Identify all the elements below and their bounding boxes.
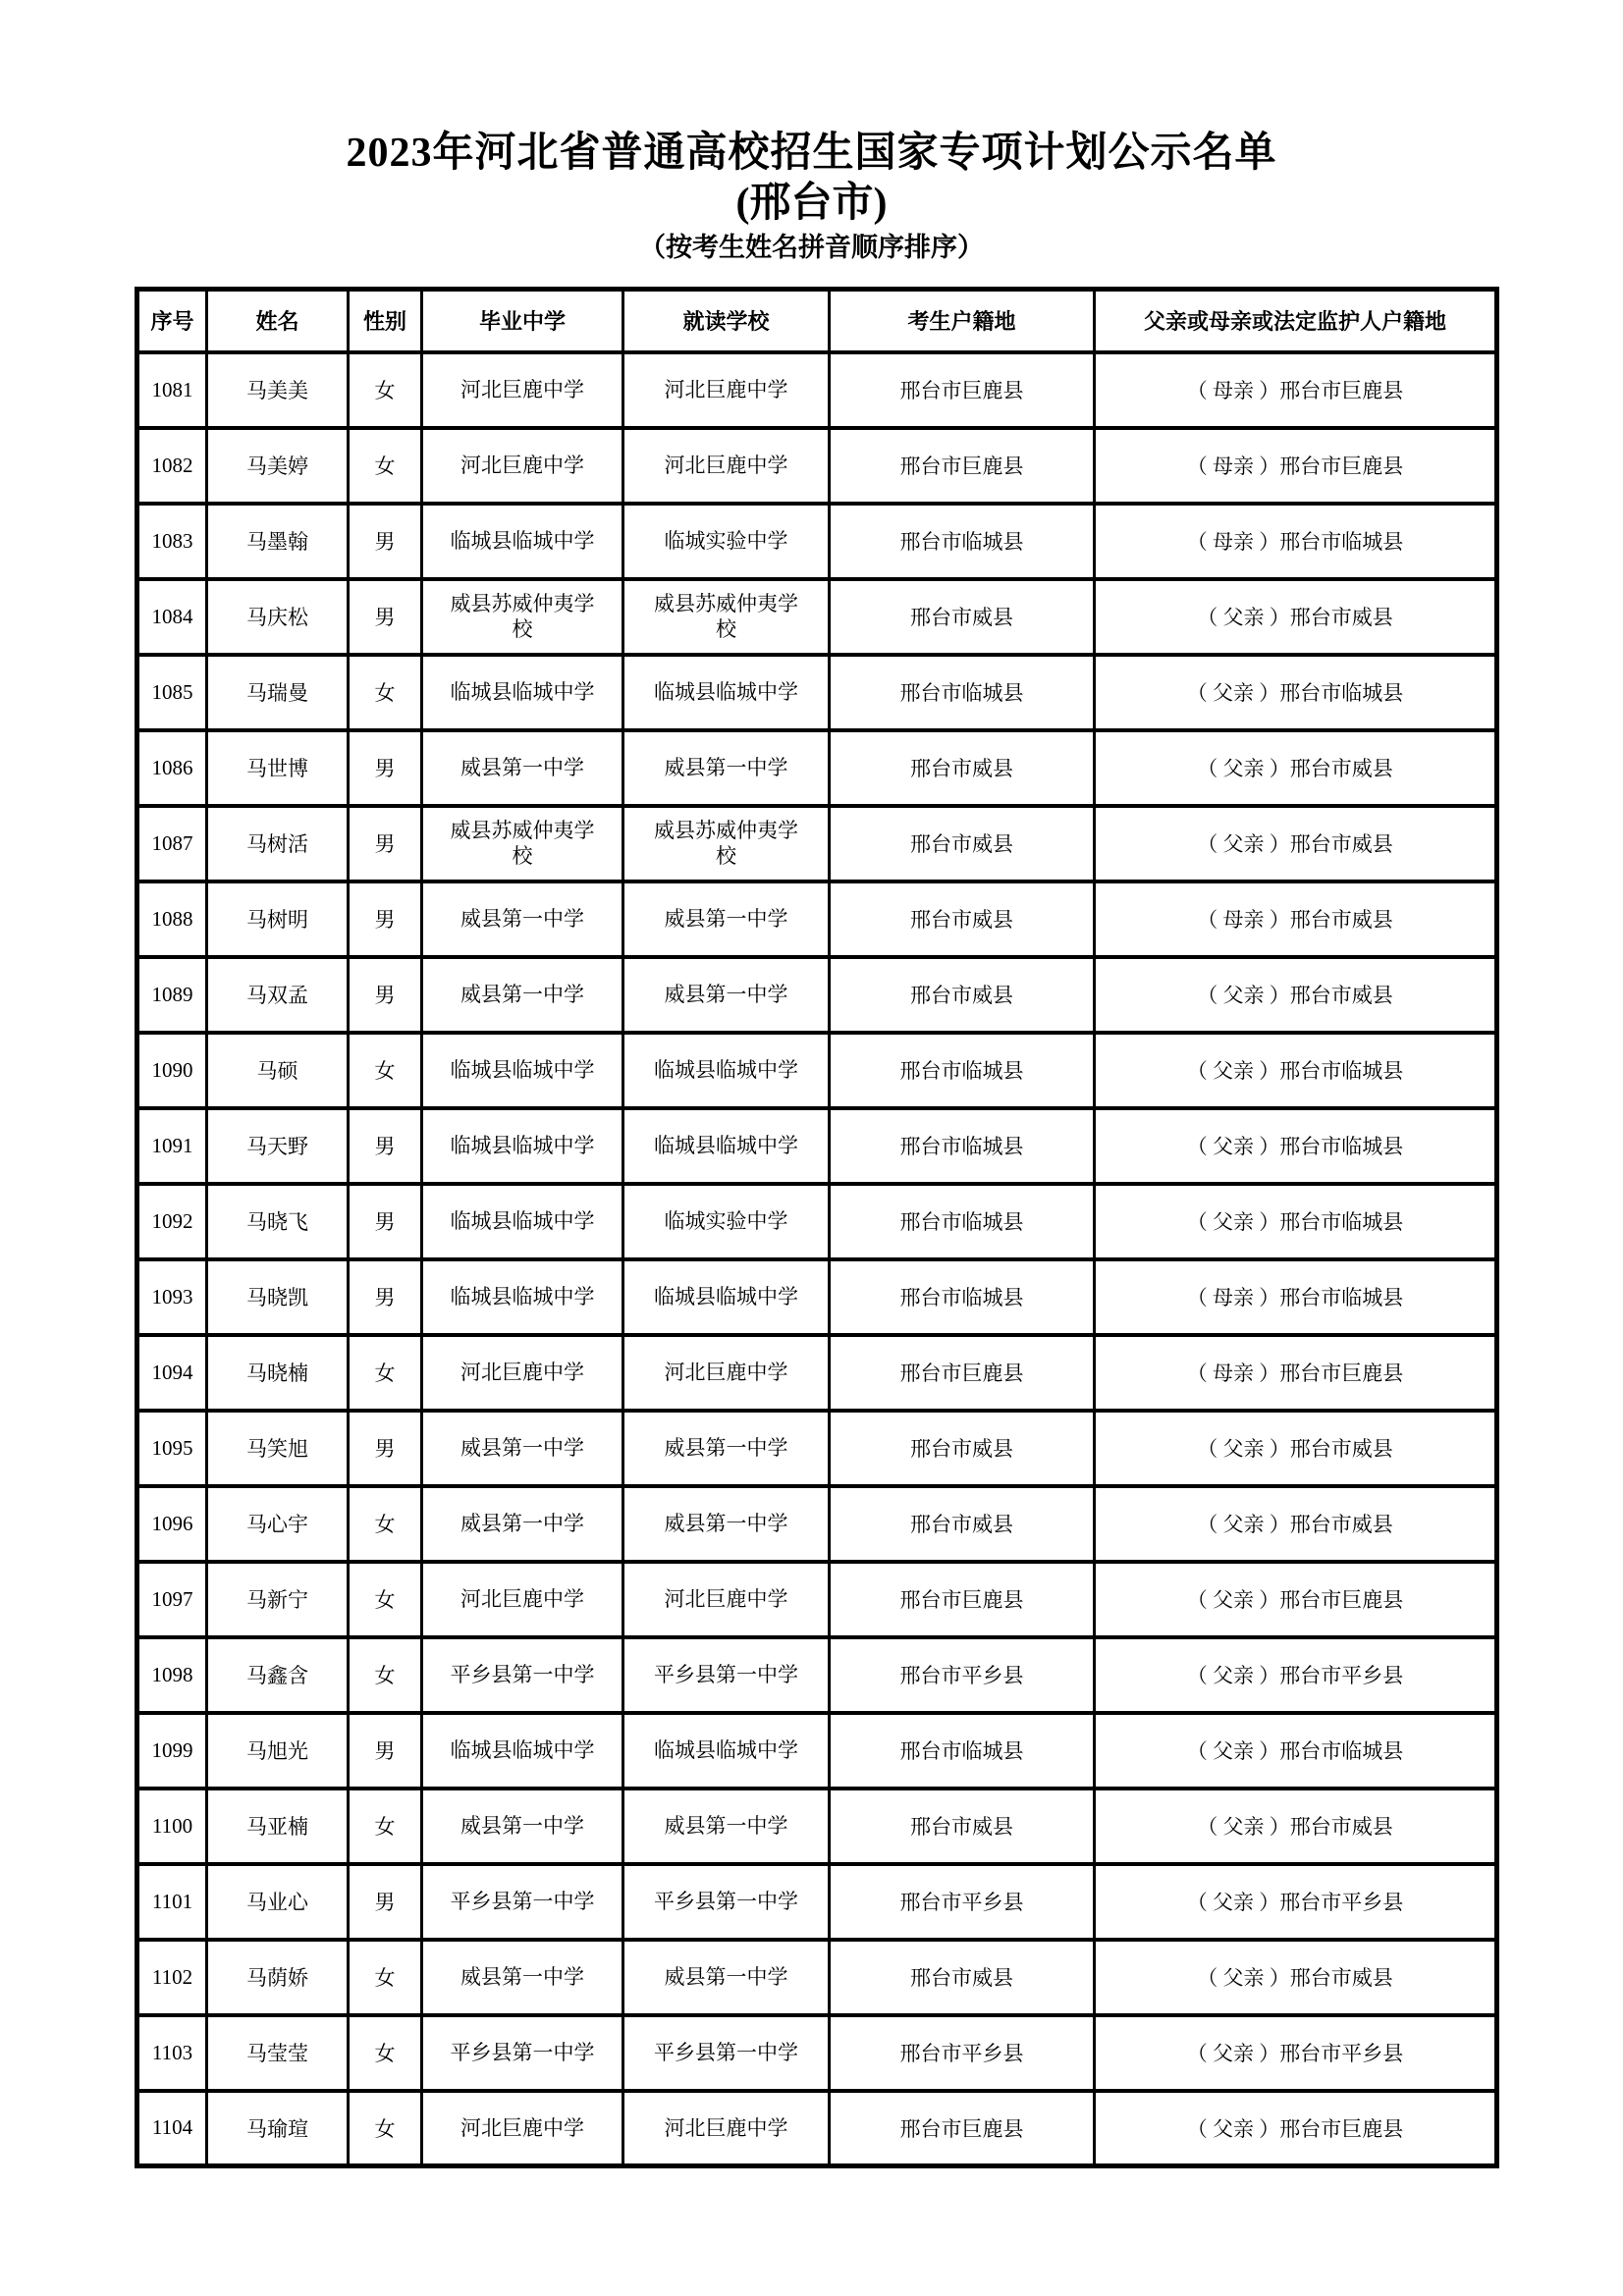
- cell-guardian_region: （ 母亲 ）邢台市威县: [1095, 881, 1497, 957]
- table-row: [137, 1486, 1497, 1562]
- cell-graduate_school: 临城县临城中学: [422, 1108, 623, 1184]
- cell-graduate_school: 平乡县第一中学: [422, 1637, 623, 1713]
- cell-gender: 女: [349, 1033, 422, 1108]
- cell-gender: 男: [349, 1184, 422, 1259]
- cell-candidate_region: 邢台市巨鹿县: [830, 1562, 1095, 1637]
- cell-attend_school: 临城县临城中学: [623, 1713, 830, 1789]
- cell-graduate_school: 威县第一中学: [422, 881, 623, 957]
- cell-guardian_region: （ 父亲 ）邢台市临城县: [1095, 1033, 1497, 1108]
- table-row: [137, 1411, 1497, 1486]
- cell-graduate_school: 威县第一中学: [422, 1789, 623, 1864]
- table-row: [137, 730, 1497, 806]
- cell-graduate_school: 河北巨鹿中学: [422, 1335, 623, 1411]
- cell-candidate_region: 邢台市临城县: [830, 1033, 1095, 1108]
- cell-guardian_region: （ 父亲 ）邢台市平乡县: [1095, 2015, 1497, 2091]
- table-row: [137, 1637, 1497, 1713]
- cell-gender: 女: [349, 2091, 422, 2166]
- table-row: [137, 806, 1497, 881]
- cell-attend_school: 河北巨鹿中学: [623, 352, 830, 428]
- cell-name: 马墨翰: [207, 504, 349, 579]
- cell-attend_school: 威县第一中学: [623, 1411, 830, 1486]
- cell-guardian_region: （ 父亲 ）邢台市平乡县: [1095, 1864, 1497, 1940]
- table-row: [137, 1033, 1497, 1108]
- cell-no: 1099: [137, 1713, 207, 1789]
- cell-graduate_school: 威县苏威仲夷学校: [422, 579, 623, 655]
- cell-name: 马树明: [207, 881, 349, 957]
- cell-name: 马双孟: [207, 957, 349, 1033]
- cell-attend_school: 威县第一中学: [623, 730, 830, 806]
- cell-name: 马瑞曼: [207, 655, 349, 730]
- cell-attend_school: 河北巨鹿中学: [623, 1562, 830, 1637]
- cell-attend_school: 河北巨鹿中学: [623, 428, 830, 504]
- page-title: 2023年河北省普通高校招生国家专项计划公示名单: [346, 131, 1277, 176]
- cell-gender: 女: [349, 1562, 422, 1637]
- cell-graduate_school: 临城县临城中学: [422, 655, 623, 730]
- cell-no: 1082: [137, 428, 207, 504]
- cell-attend_school: 临城县临城中学: [623, 1259, 830, 1335]
- cell-attend_school: 临城实验中学: [623, 504, 830, 579]
- cell-candidate_region: 邢台市威县: [830, 881, 1095, 957]
- cell-name: 马新宁: [207, 1562, 349, 1637]
- cell-no: 1089: [137, 957, 207, 1033]
- cell-no: 1090: [137, 1033, 207, 1108]
- cell-attend_school: 平乡县第一中学: [623, 1637, 830, 1713]
- column-header-candidate_region: 考生户籍地: [830, 290, 1095, 352]
- cell-gender: 女: [349, 428, 422, 504]
- cell-candidate_region: 邢台市威县: [830, 806, 1095, 881]
- cell-guardian_region: （ 父亲 ）邢台市临城县: [1095, 1713, 1497, 1789]
- cell-no: 1085: [137, 655, 207, 730]
- cell-candidate_region: 邢台市平乡县: [830, 1637, 1095, 1713]
- table-row: [137, 579, 1497, 655]
- cell-guardian_region: （ 父亲 ）邢台市威县: [1095, 579, 1497, 655]
- cell-guardian_region: （ 母亲 ）邢台市巨鹿县: [1095, 428, 1497, 504]
- cell-no: 1100: [137, 1789, 207, 1864]
- cell-graduate_school: 平乡县第一中学: [422, 2015, 623, 2091]
- cell-no: 1087: [137, 806, 207, 881]
- cell-attend_school: 河北巨鹿中学: [623, 2091, 830, 2166]
- cell-graduate_school: 威县第一中学: [422, 1486, 623, 1562]
- cell-guardian_region: （ 母亲 ）邢台市临城县: [1095, 1259, 1497, 1335]
- cell-candidate_region: 邢台市临城县: [830, 504, 1095, 579]
- cell-guardian_region: （ 父亲 ）邢台市巨鹿县: [1095, 2091, 1497, 2166]
- cell-graduate_school: 威县第一中学: [422, 1940, 623, 2015]
- cell-guardian_region: （ 父亲 ）邢台市威县: [1095, 1940, 1497, 2015]
- cell-name: 马世博: [207, 730, 349, 806]
- cell-graduate_school: 威县第一中学: [422, 730, 623, 806]
- cell-gender: 男: [349, 1411, 422, 1486]
- cell-no: 1093: [137, 1259, 207, 1335]
- cell-graduate_school: 临城县临城中学: [422, 1259, 623, 1335]
- cell-gender: 女: [349, 1486, 422, 1562]
- cell-graduate_school: 河北巨鹿中学: [422, 352, 623, 428]
- cell-guardian_region: （ 母亲 ）邢台市巨鹿县: [1095, 352, 1497, 428]
- cell-no: 1097: [137, 1562, 207, 1637]
- table-row: [137, 1713, 1497, 1789]
- cell-gender: 女: [349, 1789, 422, 1864]
- column-header-attend_school: 就读学校: [623, 290, 830, 352]
- cell-attend_school: 临城实验中学: [623, 1184, 830, 1259]
- table-row: [137, 1335, 1497, 1411]
- cell-candidate_region: 邢台市威县: [830, 1940, 1095, 2015]
- cell-candidate_region: 邢台市平乡县: [830, 2015, 1095, 2091]
- cell-name: 马瑜瑄: [207, 2091, 349, 2166]
- table-row: [137, 655, 1497, 730]
- title-block: [0, 0, 1623, 267]
- cell-name: 马莹莹: [207, 2015, 349, 2091]
- cell-graduate_school: 威县第一中学: [422, 1411, 623, 1486]
- cell-candidate_region: 邢台市巨鹿县: [830, 2091, 1095, 2166]
- cell-gender: 男: [349, 504, 422, 579]
- cell-guardian_region: （ 母亲 ）邢台市临城县: [1095, 504, 1497, 579]
- cell-gender: 女: [349, 1335, 422, 1411]
- cell-guardian_region: （ 父亲 ）邢台市巨鹿县: [1095, 1562, 1497, 1637]
- cell-guardian_region: （ 父亲 ）邢台市临城县: [1095, 1108, 1497, 1184]
- table-head: [137, 290, 1497, 352]
- students-table: [135, 287, 1499, 2168]
- table-row: [137, 881, 1497, 957]
- cell-attend_school: 平乡县第一中学: [623, 2015, 830, 2091]
- header-row: [137, 290, 1497, 352]
- cell-gender: 男: [349, 1259, 422, 1335]
- cell-guardian_region: （ 父亲 ）邢台市临城县: [1095, 655, 1497, 730]
- cell-candidate_region: 邢台市临城县: [830, 1184, 1095, 1259]
- cell-gender: 男: [349, 806, 422, 881]
- cell-candidate_region: 邢台市巨鹿县: [830, 1335, 1095, 1411]
- cell-guardian_region: （ 母亲 ）邢台市巨鹿县: [1095, 1335, 1497, 1411]
- column-header-no: 序号: [137, 290, 207, 352]
- cell-name: 马晓凯: [207, 1259, 349, 1335]
- table-row: [137, 1259, 1497, 1335]
- cell-gender: 女: [349, 352, 422, 428]
- table-row: [137, 1864, 1497, 1940]
- cell-gender: 男: [349, 579, 422, 655]
- cell-guardian_region: （ 父亲 ）邢台市威县: [1095, 1789, 1497, 1864]
- cell-no: 1094: [137, 1335, 207, 1411]
- cell-candidate_region: 邢台市临城县: [830, 1108, 1095, 1184]
- cell-no: 1092: [137, 1184, 207, 1259]
- page-subtitle-city: (邢台市): [735, 181, 888, 226]
- cell-no: 1104: [137, 2091, 207, 2166]
- cell-graduate_school: 威县第一中学: [422, 957, 623, 1033]
- cell-candidate_region: 邢台市威县: [830, 1411, 1095, 1486]
- cell-candidate_region: 邢台市平乡县: [830, 1864, 1095, 1940]
- cell-gender: 男: [349, 1713, 422, 1789]
- cell-attend_school: 威县苏威仲夷学校: [623, 806, 830, 881]
- cell-name: 马硕: [207, 1033, 349, 1108]
- cell-gender: 女: [349, 2015, 422, 2091]
- cell-guardian_region: （ 父亲 ）邢台市威县: [1095, 1411, 1497, 1486]
- cell-name: 马美美: [207, 352, 349, 428]
- cell-attend_school: 威县第一中学: [623, 1486, 830, 1562]
- cell-graduate_school: 临城县临城中学: [422, 1033, 623, 1108]
- cell-name: 马晓楠: [207, 1335, 349, 1411]
- table-row: [137, 352, 1497, 428]
- cell-gender: 女: [349, 1940, 422, 2015]
- cell-name: 马晓飞: [207, 1184, 349, 1259]
- cell-name: 马庆松: [207, 579, 349, 655]
- cell-name: 马心宇: [207, 1486, 349, 1562]
- cell-graduate_school: 临城县临城中学: [422, 504, 623, 579]
- cell-name: 马树活: [207, 806, 349, 881]
- cell-no: 1091: [137, 1108, 207, 1184]
- cell-no: 1098: [137, 1637, 207, 1713]
- cell-guardian_region: （ 父亲 ）邢台市临城县: [1095, 1184, 1497, 1259]
- cell-no: 1103: [137, 2015, 207, 2091]
- column-header-guardian_region: 父亲或母亲或法定监护人户籍地: [1095, 290, 1497, 352]
- cell-candidate_region: 邢台市临城县: [830, 1259, 1095, 1335]
- cell-attend_school: 临城县临城中学: [623, 655, 830, 730]
- cell-attend_school: 临城县临城中学: [623, 1033, 830, 1108]
- page-subtitle-sort-note: （按考生姓名拼音顺序排序）: [639, 233, 984, 262]
- cell-gender: 男: [349, 1864, 422, 1940]
- cell-attend_school: 威县第一中学: [623, 957, 830, 1033]
- cell-no: 1101: [137, 1864, 207, 1940]
- cell-name: 马天野: [207, 1108, 349, 1184]
- cell-attend_school: 临城县临城中学: [623, 1108, 830, 1184]
- cell-gender: 男: [349, 730, 422, 806]
- cell-candidate_region: 邢台市威县: [830, 1486, 1095, 1562]
- cell-guardian_region: （ 父亲 ）邢台市威县: [1095, 957, 1497, 1033]
- cell-attend_school: 平乡县第一中学: [623, 1864, 830, 1940]
- table-body: [137, 352, 1497, 2166]
- cell-candidate_region: 邢台市威县: [830, 957, 1095, 1033]
- cell-graduate_school: 临城县临城中学: [422, 1713, 623, 1789]
- cell-graduate_school: 河北巨鹿中学: [422, 428, 623, 504]
- table-row: [137, 2091, 1497, 2166]
- cell-name: 马旭光: [207, 1713, 349, 1789]
- cell-name: 马业心: [207, 1864, 349, 1940]
- cell-no: 1086: [137, 730, 207, 806]
- table-row: [137, 428, 1497, 504]
- cell-attend_school: 河北巨鹿中学: [623, 1335, 830, 1411]
- cell-gender: 女: [349, 1637, 422, 1713]
- cell-graduate_school: 威县苏威仲夷学校: [422, 806, 623, 881]
- cell-graduate_school: 临城县临城中学: [422, 1184, 623, 1259]
- table-row: [137, 1108, 1497, 1184]
- cell-candidate_region: 邢台市巨鹿县: [830, 428, 1095, 504]
- cell-gender: 男: [349, 881, 422, 957]
- cell-candidate_region: 邢台市临城县: [830, 1713, 1095, 1789]
- cell-no: 1088: [137, 881, 207, 957]
- cell-gender: 男: [349, 1108, 422, 1184]
- column-header-gender: 性别: [349, 290, 422, 352]
- cell-guardian_region: （ 父亲 ）邢台市平乡县: [1095, 1637, 1497, 1713]
- cell-gender: 男: [349, 957, 422, 1033]
- cell-candidate_region: 邢台市威县: [830, 730, 1095, 806]
- cell-no: 1095: [137, 1411, 207, 1486]
- cell-graduate_school: 河北巨鹿中学: [422, 2091, 623, 2166]
- cell-name: 马荫娇: [207, 1940, 349, 2015]
- cell-no: 1102: [137, 1940, 207, 2015]
- cell-attend_school: 威县第一中学: [623, 881, 830, 957]
- table-row: [137, 957, 1497, 1033]
- column-header-name: 姓名: [207, 290, 349, 352]
- cell-attend_school: 威县第一中学: [623, 1940, 830, 2015]
- cell-attend_school: 威县第一中学: [623, 1789, 830, 1864]
- table-row: [137, 1184, 1497, 1259]
- cell-candidate_region: 邢台市威县: [830, 579, 1095, 655]
- cell-name: 马笑旭: [207, 1411, 349, 1486]
- cell-no: 1084: [137, 579, 207, 655]
- cell-candidate_region: 邢台市巨鹿县: [830, 352, 1095, 428]
- cell-attend_school: 威县苏威仲夷学校: [623, 579, 830, 655]
- cell-no: 1081: [137, 352, 207, 428]
- cell-name: 马鑫含: [207, 1637, 349, 1713]
- cell-no: 1083: [137, 504, 207, 579]
- cell-guardian_region: （ 父亲 ）邢台市威县: [1095, 806, 1497, 881]
- column-header-graduate_school: 毕业中学: [422, 290, 623, 352]
- cell-name: 马亚楠: [207, 1789, 349, 1864]
- cell-name: 马美婷: [207, 428, 349, 504]
- table-row: [137, 1940, 1497, 2015]
- cell-no: 1096: [137, 1486, 207, 1562]
- table-row: [137, 504, 1497, 579]
- cell-gender: 女: [349, 655, 422, 730]
- cell-candidate_region: 邢台市临城县: [830, 655, 1095, 730]
- cell-guardian_region: （ 父亲 ）邢台市威县: [1095, 1486, 1497, 1562]
- table-row: [137, 2015, 1497, 2091]
- table-row: [137, 1562, 1497, 1637]
- cell-guardian_region: （ 父亲 ）邢台市威县: [1095, 730, 1497, 806]
- cell-graduate_school: 平乡县第一中学: [422, 1864, 623, 1940]
- cell-candidate_region: 邢台市威县: [830, 1789, 1095, 1864]
- table-row: [137, 1789, 1497, 1864]
- cell-graduate_school: 河北巨鹿中学: [422, 1562, 623, 1637]
